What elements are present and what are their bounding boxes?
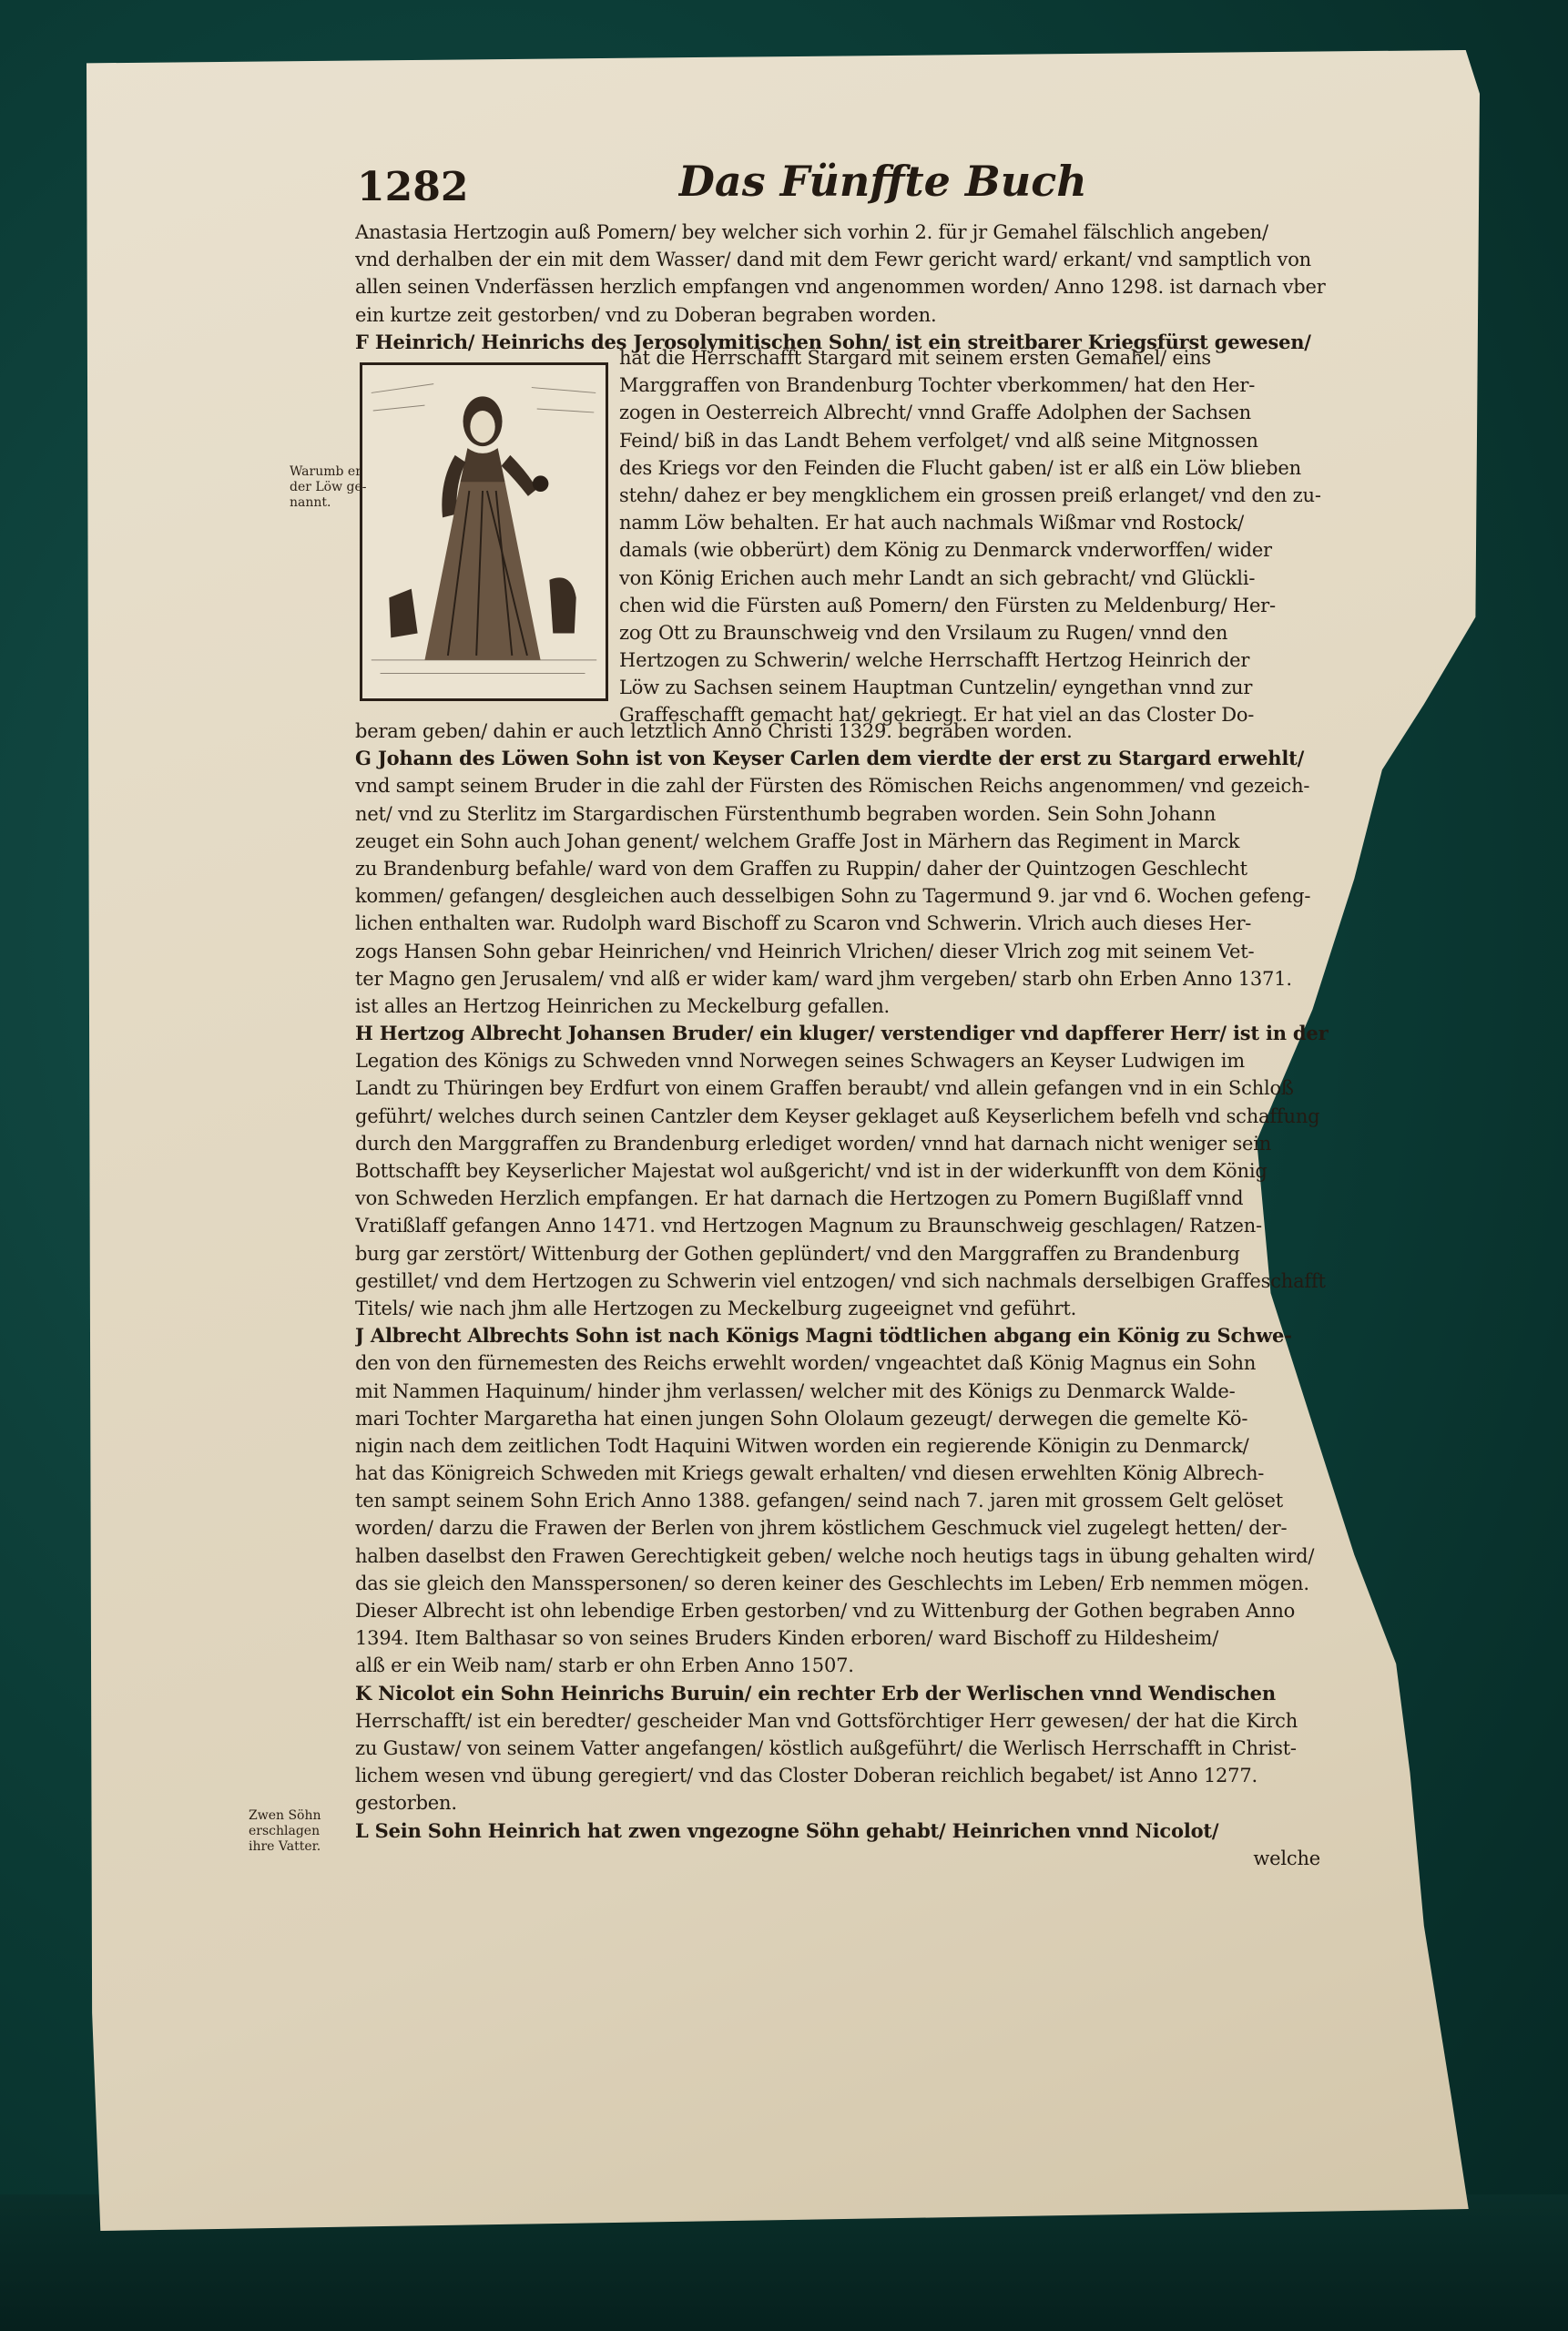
text-line: chen wid die Fürsten auß Pomern/ den Fürsten zu Meldenburg/ Her-	[619, 594, 1276, 616]
section-heading-line: K Nicolot ein Sohn Heinrichs Buruin/ ein rechter Erb der Werlischen vnnd Wendischen	[355, 1681, 1276, 1705]
text-line: gestillet/ vnd dem Hertzogen zu Schwerin viel entzogen/ vnd sich nachmals derselbigen Graffeschafft	[355, 1269, 1326, 1292]
text-line: ist alles an Hertzog Heinrichen zu Meckelburg gefallen.	[355, 994, 891, 1017]
text-line: zeuget ein Sohn auch Johan genent/ welchem Graffe Jost in Märhern das Regiment in Marck	[355, 830, 1240, 852]
text-line: nigin nach dem zeitlichen Todt Haquini Witwen worden ein regierende Königin zu Denmarck/	[355, 1434, 1249, 1457]
text-line: Vratißlaff gefangen Anno 1471. vnd Hertzogen Magnum zu Braunschweig geschlagen/ Ratzen-	[355, 1215, 1262, 1237]
text-line: Titels/ wie nach jhm alle Hertzogen zu Meckelburg zugeeignet vnd geführt.	[355, 1297, 1077, 1319]
running-head: Das Fünffte Buch	[678, 157, 1087, 206]
text-line: Legation des Königs zu Schweden vnnd Norwegen seines Schwagers an Keyser Ludwigen im	[355, 1050, 1245, 1073]
text-line: Graffeschafft gemacht hat/ gekriegt. Er hat viel an das Closter Do-	[619, 704, 1255, 727]
text-line: durch den Marggraffen zu Brandenburg erlediget worden/ vnnd hat darnach nicht weniger sein	[355, 1132, 1272, 1155]
text-line: Bottschafft bey Keyserlicher Majestat wol außgericht/ vnd ist in der widerkunfft von dem König	[355, 1160, 1268, 1182]
text-line: mit Nammen Haquinum/ hinder jhm verlassen/ welcher mit des Königs zu Denmarck Walde-	[355, 1379, 1236, 1402]
text-line: den von den fürnemesten des Reichs erwehlt worden/ vngeachtet daß König Magnus ein Sohn	[355, 1352, 1257, 1375]
margin-note-line: Warumb er	[290, 464, 361, 479]
section-heading-line: F Heinrich/ Heinrichs des Jerosolymitischen Sohn/ ist ein streitbarer Kriegsfürst gewesen/	[355, 330, 1311, 353]
body-text-beside-woodcut	[619, 344, 1329, 729]
margin-note	[249, 1808, 321, 1855]
margin-note	[290, 464, 367, 511]
text-line: halben daselbst den Frawen Gerechtigkeit geben/ welche noch heutigs tags in übung gehalten wird/	[355, 1544, 1315, 1567]
text-line: zu Gustaw/ von seinem Vatter angefangen/ köstlich außgeführt/ die Werlisch Herrschafft in Christ-	[355, 1736, 1297, 1759]
margin-note-line: nannt.	[290, 495, 331, 510]
text-line: des Kriegs vor den Feinden die Flucht gaben/ ist er alß ein Löw blieben	[619, 456, 1301, 479]
text-line: gestorben.	[355, 1792, 457, 1815]
text-line: namm Löw behalten. Er hat auch nachmals Wißmar vnd Rostock/	[619, 512, 1244, 534]
text-line: Feind/ biß in das Landt Behem verfolget/ vnd alß seine Mitgnossen	[619, 429, 1258, 452]
text-line: ten sampt seinem Sohn Erich Anno 1388. gefangen/ seind nach 7. jaren mit grossem Gelt gelöset	[355, 1490, 1283, 1512]
text-line: Marggraffen von Brandenburg Tochter vberkommen/ hat den Her-	[619, 374, 1256, 397]
text-line: allen seinen Vnderfässen herzlich empfangen vnd angenommen worden/ Anno 1298. ist darnach vber	[355, 276, 1326, 299]
text-line: vnd sampt seinem Bruder in die zahl der Fürsten des Römischen Reichs angenommen/ vnd gezeich-	[355, 775, 1310, 798]
text-line: net/ vnd zu Sterlitz im Stargardischen Fürstenthumb begraben worden. Sein Sohn Johann	[355, 802, 1217, 825]
text-line: zogen in Oesterreich Albrecht/ vnnd Graffe Adolphen der Sachsen	[619, 402, 1251, 424]
text-line: Hertzogen zu Schwerin/ welche Herrschafft Hertzog Heinrich der	[619, 649, 1250, 672]
text-line: 1394. Item Balthasar so von seines Bruders Kinden erboren/ ward Bischoff zu Hildesheim/	[355, 1627, 1219, 1650]
text-line: Anastasia Hertzogin auß Pomern/ bey welcher sich vorhin 2. für jr Gemahel fälschlich angeben/	[355, 221, 1268, 243]
text-line: von Schweden Herzlich empfangen. Er hat darnach die Hertzogen zu Pomern Bugißlaff vnnd	[355, 1187, 1244, 1210]
text-line: lichen enthalten war. Rudolph ward Bischoff zu Scaron vnd Schwerin. Vlrich auch dieses Her-	[355, 912, 1252, 935]
margin-note-line: Zwen Söhn	[249, 1808, 321, 1823]
text-line: hat das Königreich Schweden mit Kriegs gewalt erhalten/ vnd diesen erwehlten König Albrech-	[355, 1462, 1265, 1485]
margin-note-line: der Löw ge-	[290, 480, 367, 494]
body-text-main	[355, 718, 1339, 1872]
text-line: ter Magno gen Jerusalem/ vnd alß er wider kam/ ward jhm vergeben/ starb ohn Erben Anno 1371.	[355, 967, 1292, 990]
section-heading-line: G Johann des Löwen Sohn ist von Keyser Carlen dem vierdte der erst zu Stargard erwehlt/	[355, 747, 1305, 770]
page-number: 1282	[357, 164, 469, 210]
woodcut-figure-image	[362, 365, 606, 698]
woodcut-illustration	[360, 362, 608, 701]
section-heading-line: L Sein Sohn Heinrich hat zwen vngezogne Söhn gehabt/ Heinrichen vnnd Nicolot/	[355, 1818, 1219, 1842]
text-line: kommen/ gefangen/ desgleichen auch desselbigen Sohn zu Tagermund 9. jar vnd 6. Wochen gefeng-	[355, 885, 1311, 908]
section-heading-line: H Hertzog Albrecht Johansen Bruder/ ein kluger/ verstendiger vnd dapfferer Herr/ ist in der	[355, 1022, 1329, 1045]
text-line: das sie gleich den Mansspersonen/ so deren keiner des Geschlechts im Leben/ Erb nemmen mögen.	[355, 1572, 1309, 1594]
text-line: beram geben/ dahin er auch letztlich Anno Christi 1329. begraben worden.	[355, 720, 1073, 742]
text-line: lichem wesen vnd übung geregiert/ vnd das Closter Doberan reichlich begabet/ ist Anno 1277.	[355, 1765, 1257, 1787]
text-line: Herrschafft/ ist ein beredter/ gescheider Man vnd Gottsförchtiger Herr gewesen/ der hat die Kirch	[355, 1709, 1298, 1732]
text-line: geführt/ welches durch seinen Cantzler dem Keyser geklaget auß Keyserlichem befelh vnd schaffung	[355, 1104, 1320, 1127]
text-line: stehn/ dahez er bey mengklichem ein grossen preiß erlanget/ vnd den zu-	[619, 484, 1321, 506]
text-line: Landt zu Thüringen bey Erdfurt von einem Graffen beraubt/ vnd allein gefangen vnd in ein Schloß	[355, 1077, 1294, 1100]
margin-note-line: ihre Vatter.	[249, 1839, 321, 1854]
text-line: zog Ott zu Braunschweig vnd den Vrsilaum zu Rugen/ vnnd den	[619, 621, 1228, 644]
catchword: welche	[1253, 1847, 1320, 1869]
body-text-top	[355, 219, 1339, 356]
text-line: Dieser Albrecht ist ohn lebendige Erben gestorben/ vnd zu Wittenburg der Gothen begraben Anno	[355, 1600, 1296, 1622]
text-line: Löw zu Sachsen seinem Hauptman Cuntzelin/ eyngethan vnnd zur	[619, 677, 1253, 699]
text-line: alß er ein Weib nam/ starb er ohn Erben Anno 1507.	[355, 1654, 854, 1677]
text-line: ein kurtze zeit gestorben/ vnd zu Doberan begraben worden.	[355, 303, 937, 326]
text-line: damals (wie obberürt) dem König zu Denmarck vnderworffen/ wider	[619, 539, 1272, 562]
text-line: zogs Hansen Sohn gebar Heinrichen/ vnd Heinrich Vlrichen/ dieser Vlrich zog mit seinem Vet-	[355, 940, 1255, 962]
section-heading-line: J Albrecht Albrechts Sohn ist nach Königs Magni tödtlichen abgang ein König zu Schwe-	[355, 1324, 1292, 1348]
margin-note-line: erschlagen	[249, 1824, 321, 1838]
text-line: von König Erichen auch mehr Landt an sich gebracht/ vnd Glückli-	[619, 566, 1256, 589]
text-line: burg gar zerstört/ Wittenburg der Gothen geplündert/ vnd den Marggraffen zu Brandenburg	[355, 1242, 1240, 1265]
text-line: hat die Herrschafft Stargard mit seinem ersten Gemahel/ eins	[619, 347, 1212, 369]
text-line: worden/ darzu die Frawen der Berlen von jhrem köstlichem Geschmuck viel zugelegt hetten/ der-	[355, 1517, 1288, 1540]
text-line: vnd derhalben der ein mit dem Wasser/ dand mit dem Fewr gericht ward/ erkant/ vnd samptlich von	[355, 249, 1311, 271]
text-line: mari Tochter Margaretha hat einen jungen Sohn Ololaum gezeugt/ derwegen die gemelte Kö-	[355, 1407, 1248, 1430]
text-line: zu Brandenburg befahle/ ward von dem Graffen zu Ruppin/ daher der Quintzogen Geschlecht	[355, 857, 1247, 880]
